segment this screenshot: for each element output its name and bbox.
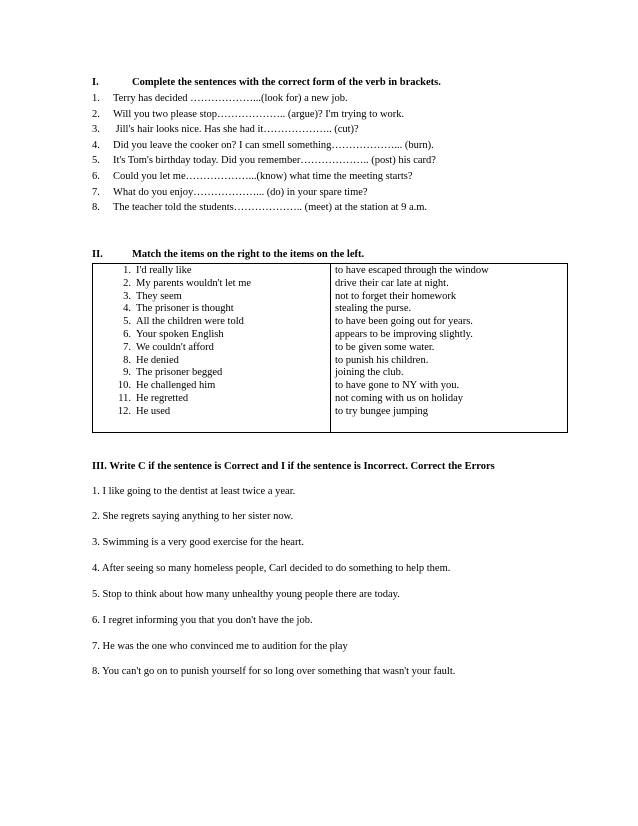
table-cell: not to forget their homework [335,290,457,302]
table-row [109,278,329,291]
list-item: 7. He was the one who convinced me to audition for the play [92,641,348,652]
table-row [109,367,329,380]
item-number: 1. [92,93,100,104]
table-cell: stealing the purse. [335,303,412,315]
list-item: 1. I like going to the dentist at least twice a year. [92,486,296,497]
list-item [92,200,578,216]
list-item [92,138,578,154]
table-cell: to have gone to NY with you. [335,380,460,392]
section-1 [92,76,578,216]
item-number: 4. [123,303,131,315]
item-text: Could you let me………………...(know) what time the meeting starts? [113,170,413,182]
matching-table [92,263,568,433]
item-number: 2. [123,277,131,289]
item-text: Will you two please stop……………….. (argue)? I'm trying to work. [113,108,405,120]
table-cell: to try bungee jumping [335,405,429,417]
table-cell: appears to be improving slightly. [335,328,473,340]
section-1-number: I. [92,77,99,88]
list-item: 3. Swimming is a very good exercise for the heart. [92,537,304,548]
item-text: The prisoner is thought [136,303,234,315]
item-number: 12. [117,405,131,417]
section-1-list [92,91,578,216]
table-cell: not coming with us on holiday [335,392,464,404]
list-item [92,185,578,201]
item-text: We couldn't afford [136,341,214,353]
table-cell: to have escaped through the window [335,265,489,276]
section-1-heading [92,76,578,90]
section-3 [92,460,592,679]
section-2-title: Match the items on the right to the items on the left. [132,249,365,260]
list-item [92,122,578,138]
table-row [109,355,329,368]
section-2-number: II. [92,249,103,260]
item-text: My parents wouldn't let me [136,277,252,289]
table-row [109,303,329,316]
table-row [109,265,329,278]
item-number: 7. [92,186,100,198]
table-cell: to have been going out for years. [335,316,473,328]
item-number: 5. [92,155,100,167]
list-item: 5. Stop to think about how many unhealthy young people there are today. [92,589,400,600]
item-number: 9. [123,367,131,379]
section-3-heading: III. Write C if the sentence is Correct and I if the sentence is Incorrect. Correct the Errors [92,461,495,472]
table-cell: drive their car late at night. [335,277,449,289]
item-number: 11. [118,392,131,404]
section-3-list [92,485,592,679]
table-divider [330,264,331,432]
item-number: 1. [123,265,131,276]
left-column [109,265,329,419]
table-row [109,329,329,342]
item-number: 10. [117,380,131,392]
list-item [92,169,578,185]
item-text: He denied [136,354,179,366]
item-text: They seem [136,290,182,302]
list-item [92,153,578,169]
item-number: 7. [123,341,131,353]
item-number: 2. [92,108,100,120]
item-text: All the children were told [136,316,244,328]
item-number: 4. [92,139,100,151]
item-text: What do you enjoy………………... (do) in your spare time? [113,186,368,198]
table-cell: to punish his children. [335,354,429,366]
item-text: It's Tom's birthday today. Did you remember……………….. (post) his card? [113,155,436,167]
table-row [109,380,329,393]
item-number: 6. [92,170,100,182]
item-text: Your spoken English [136,328,224,340]
item-number: 5. [123,316,131,328]
table-cell: joining the club. [335,367,404,379]
item-text: Terry has decided ………………...(look for) a new job. [113,93,348,104]
list-item [92,107,578,123]
section-2 [92,248,578,262]
table-row [109,393,329,406]
table-row [109,406,329,419]
table-row [109,342,329,355]
table-cell: to be given some water. [335,341,435,353]
item-text: Jill's hair looks nice. Has she had it……………….. (cut)? [113,124,359,136]
item-text: Did you leave the cooker on? I can smell something………………... (burn). [113,139,434,151]
list-item: 8. You can't go on to punish yourself for so long over something that wasn't your fault. [92,666,456,677]
item-text: The teacher told the students……………….. (meet) at the station at 9 a.m. [113,202,428,214]
section-2-heading [92,248,578,262]
item-number: 3. [92,124,100,136]
right-column [335,265,567,419]
list-item: 4. After seeing so many homeless people, Carl decided to do something to help them. [92,563,451,574]
list-item [92,91,578,107]
list-item: 2. She regrets saying anything to her sister now. [92,511,294,522]
item-text: He challenged him [136,380,216,392]
item-text: He used [136,405,171,417]
item-number: 8. [123,354,131,366]
item-text: He regretted [136,392,189,404]
item-number: 6. [123,328,131,340]
section-1-title: Complete the sentences with the correct form of the verb in brackets. [132,77,441,88]
table-row [109,291,329,304]
item-text: I'd really like [136,265,192,276]
list-item: 6. I regret informing you that you don't have the job. [92,615,313,626]
item-text: The prisoner begged [136,367,223,379]
table-row [109,316,329,329]
item-number: 3. [123,290,131,302]
item-number: 8. [92,202,100,214]
